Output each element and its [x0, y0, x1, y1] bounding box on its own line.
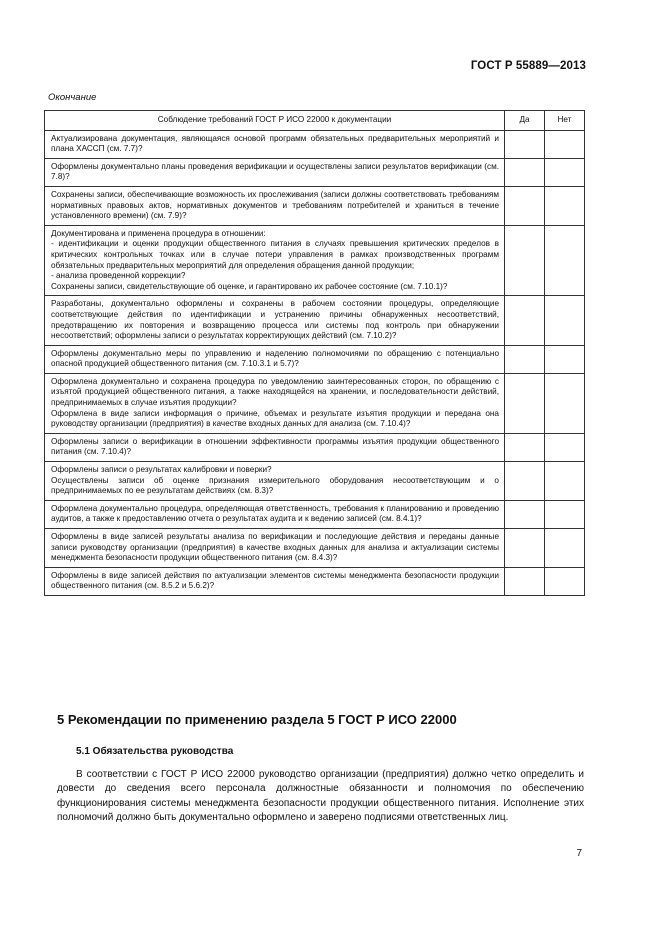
requirements-checklist-table — [44, 110, 585, 596]
yes-checkbox-cell[interactable] — [505, 186, 545, 225]
yes-checkbox-cell[interactable] — [505, 158, 545, 186]
requirement-cell: Оформлена документально процедура, определяющая ответственность, требования к планированию и проведению аудитов, а также к предоставлению отчета о результатах аудита и к ведению записей (см. 8.4.1)? — [45, 500, 505, 528]
subsection-title: 5.1 Обязательства руководства — [76, 746, 234, 757]
ending-label: Окончание — [48, 92, 97, 103]
no-checkbox-cell[interactable] — [545, 567, 585, 595]
table-row — [45, 186, 585, 225]
requirement-cell: Оформлены записи о верификации в отношении эффективности программы изъятия продукции общественного питания (см. 7.10.4)? — [45, 433, 505, 461]
body-paragraph: В соответствии с ГОСТ Р ИСО 22000 руководство организации (предприятия) должно четко определить и довести до сведения всего персонала должностные обязанности и полномочия по обеспечению функционирования системы менеджмента безопасности продукции общественного питания. Исполнение этих полномочий должно быть документально оформлено и заверено подписями ответственных лиц. — [57, 769, 584, 824]
no-checkbox-cell[interactable] — [545, 296, 585, 345]
table-row — [45, 462, 585, 501]
table-row — [45, 433, 585, 461]
requirement-cell: Оформлены в виде записей действия по актуализации элементов системы менеджмента безопасности продукции общественного питания (см. 8.5.2 и 5.6.2)? — [45, 567, 505, 595]
page-number: 7 — [576, 848, 582, 859]
table-row — [45, 296, 585, 345]
table-row — [45, 500, 585, 528]
yes-checkbox-cell[interactable] — [505, 462, 545, 501]
no-checkbox-cell[interactable] — [545, 500, 585, 528]
requirement-cell: Оформлены документально меры по управлению и наделению полномочиями по обращению с потенциально опасной продукцией общественного питания (см. 7.10.3.1 и 5.7)? — [45, 345, 505, 373]
no-checkbox-cell[interactable] — [545, 158, 585, 186]
table-row — [45, 345, 585, 373]
no-checkbox-cell[interactable] — [545, 130, 585, 158]
no-checkbox-cell[interactable] — [545, 225, 585, 296]
yes-checkbox-cell[interactable] — [505, 296, 545, 345]
requirement-cell: Оформлены записи о результатах калибровки и поверки? Осуществлены записи об оценке признания измерительного оборудования несоответствующим и о предпринимаемых по ее результатам действиях (см. 8.3)? — [45, 462, 505, 501]
table-header-row — [45, 111, 585, 131]
document-code: ГОСТ Р 55889—2013 — [470, 60, 586, 72]
no-checkbox-cell[interactable] — [545, 345, 585, 373]
yes-checkbox-cell[interactable] — [505, 225, 545, 296]
no-checkbox-cell[interactable] — [545, 373, 585, 433]
table-row — [45, 529, 585, 568]
yes-checkbox-cell[interactable] — [505, 373, 545, 433]
column-header-requirement: Соблюдение требований ГОСТ Р ИСО 22000 к документации — [45, 111, 505, 131]
requirement-cell: Сохранены записи, обеспечивающие возможность их прослеживания (записи должны соответствовать требованиям нормативных правовых актов, нормативных документов и требованиям потребителей и храниться в течение установленного времени) (см. 7.9)? — [45, 186, 505, 225]
table-row — [45, 158, 585, 186]
no-checkbox-cell[interactable] — [545, 529, 585, 568]
section-title: 5 Рекомендации по применению раздела 5 ГОСТ Р ИСО 22000 — [57, 712, 457, 727]
yes-checkbox-cell[interactable] — [505, 345, 545, 373]
no-checkbox-cell[interactable] — [545, 433, 585, 461]
table-row — [45, 567, 585, 595]
requirement-cell: Актуализирована документация, являющаяся основой программ обязательных предварительных мероприятий и плана ХАССП (см. 7.7)? — [45, 130, 505, 158]
requirement-cell: Документирована и применена процедура в отношении: - идентификации и оценки продукции общественного питания в случаях превышения критических пределов в критических контрольных точках или в случае потери управления в рамках производственных программ обязательных предварительных мероприятий для определения обращения данной продукции; - анализа проведенной коррекции? Сохранены записи, свидетельствующие об оценке, и гарантировано их рабочее состояние (см. 7.10.1)? — [45, 225, 505, 296]
yes-checkbox-cell[interactable] — [505, 529, 545, 568]
yes-checkbox-cell[interactable] — [505, 433, 545, 461]
column-header-yes: Да — [505, 111, 545, 131]
requirement-cell: Оформлена документально и сохранена процедура по уведомлению заинтересованных сторон, по обращению с изъятой продукцией общественного питания, а также находящейся на хранении, и последовательности действий, предпринимаемых в случае изъятия продукции? Оформлена в виде записи информация о причине, объемах и результате изъятия продукции и передана она руководству организации (предприятия) в качестве входных данных для анализа (см. 7.10.4)? — [45, 373, 505, 433]
table-row — [45, 130, 585, 158]
yes-checkbox-cell[interactable] — [505, 567, 545, 595]
requirement-cell: Оформлены в виде записей результаты анализа по верификации и последующие действия и переданы данные записи руководству организации (предприятия) в качестве входных данных для анализа и актуализации системы менеджмента безопасности продукции общественного питания (см. 8.4.3)? — [45, 529, 505, 568]
no-checkbox-cell[interactable] — [545, 186, 585, 225]
table-row — [45, 225, 585, 296]
requirement-cell: Оформлены документально планы проведения верификации и осуществлены записи результатов верификации (см. 7.8)? — [45, 158, 505, 186]
yes-checkbox-cell[interactable] — [505, 130, 545, 158]
table-row — [45, 373, 585, 433]
column-header-no: Нет — [545, 111, 585, 131]
requirement-cell: Разработаны, документально оформлены и сохранены в рабочем состоянии процедуры, определяющие соответствующие действия по идентификации и устранению причины обнаруженных несоответствий, предотвращению их повторения и возвращению процесса или системы под контроль при обнаружении несоответствий; оформлены записи о результатах корректирующих действий (см. 7.10.2)? — [45, 296, 505, 345]
yes-checkbox-cell[interactable] — [505, 500, 545, 528]
no-checkbox-cell[interactable] — [545, 462, 585, 501]
